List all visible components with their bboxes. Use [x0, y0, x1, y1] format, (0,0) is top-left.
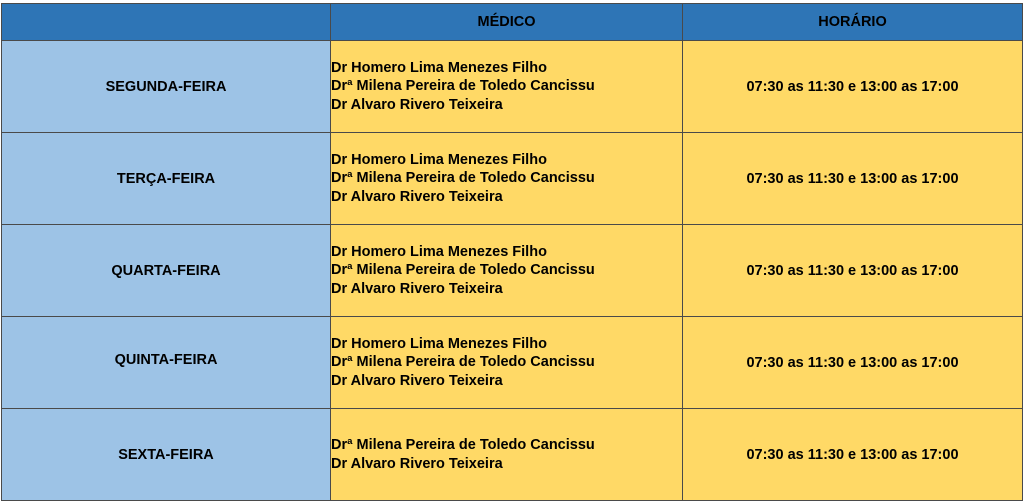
table-row — [2, 41, 1023, 133]
doctor-name: Dr Homero Lima Menezes Filho — [331, 59, 547, 76]
hours-cell: 07:30 as 11:30 e 13:00 as 17:00 — [683, 133, 1023, 225]
hours-cell: 07:30 as 11:30 e 13:00 as 17:00 — [683, 317, 1023, 409]
table-row — [2, 317, 1023, 409]
table-row — [2, 133, 1023, 225]
doctor-name: Dr Homero Lima Menezes Filho — [331, 335, 547, 352]
hours-cell: 07:30 as 11:30 e 13:00 as 17:00 — [683, 225, 1023, 317]
day-cell: QUINTA-FEIRA — [2, 317, 331, 409]
header-day — [2, 4, 331, 41]
header-row — [2, 4, 1023, 41]
doctors-cell — [331, 133, 683, 225]
doctor-name: Dr Alvaro Rivero Teixeira — [331, 455, 503, 472]
doctor-name: Dr Alvaro Rivero Teixeira — [331, 280, 503, 297]
doctor-name: Dr Alvaro Rivero Teixeira — [331, 96, 503, 113]
schedule-table — [1, 3, 1023, 501]
doctor-name: Dr Homero Lima Menezes Filho — [331, 243, 547, 260]
header-medico: MÉDICO — [331, 4, 683, 41]
doctor-name: Drª Milena Pereira de Toledo Cancissu — [331, 262, 595, 279]
day-cell: QUARTA-FEIRA — [2, 225, 331, 317]
doctor-name: Dr Alvaro Rivero Teixeira — [331, 188, 503, 205]
doctors-cell — [331, 317, 683, 409]
doctor-name: Dr Homero Lima Menezes Filho — [331, 151, 547, 168]
day-cell: SEGUNDA-FEIRA — [2, 41, 331, 133]
hours-cell: 07:30 as 11:30 e 13:00 as 17:00 — [683, 409, 1023, 501]
doctor-name: Dr Alvaro Rivero Teixeira — [331, 372, 503, 389]
doctor-name: Drª Milena Pereira de Toledo Cancissu — [331, 78, 595, 95]
doctor-name: Drª Milena Pereira de Toledo Cancissu — [331, 437, 595, 453]
table-row — [2, 225, 1023, 317]
doctor-name: Drª Milena Pereira de Toledo Cancissu — [331, 170, 595, 187]
hours-cell: 07:30 as 11:30 e 13:00 as 17:00 — [683, 41, 1023, 133]
header-horario: HORÁRIO — [683, 4, 1023, 41]
doctors-cell — [331, 225, 683, 317]
doctors-cell — [331, 41, 683, 133]
table-row — [2, 409, 1023, 501]
doctors-cell — [331, 409, 683, 501]
day-cell: SEXTA-FEIRA — [2, 409, 331, 501]
day-cell: TERÇA-FEIRA — [2, 133, 331, 225]
doctor-name: Drª Milena Pereira de Toledo Cancissu — [331, 354, 595, 371]
